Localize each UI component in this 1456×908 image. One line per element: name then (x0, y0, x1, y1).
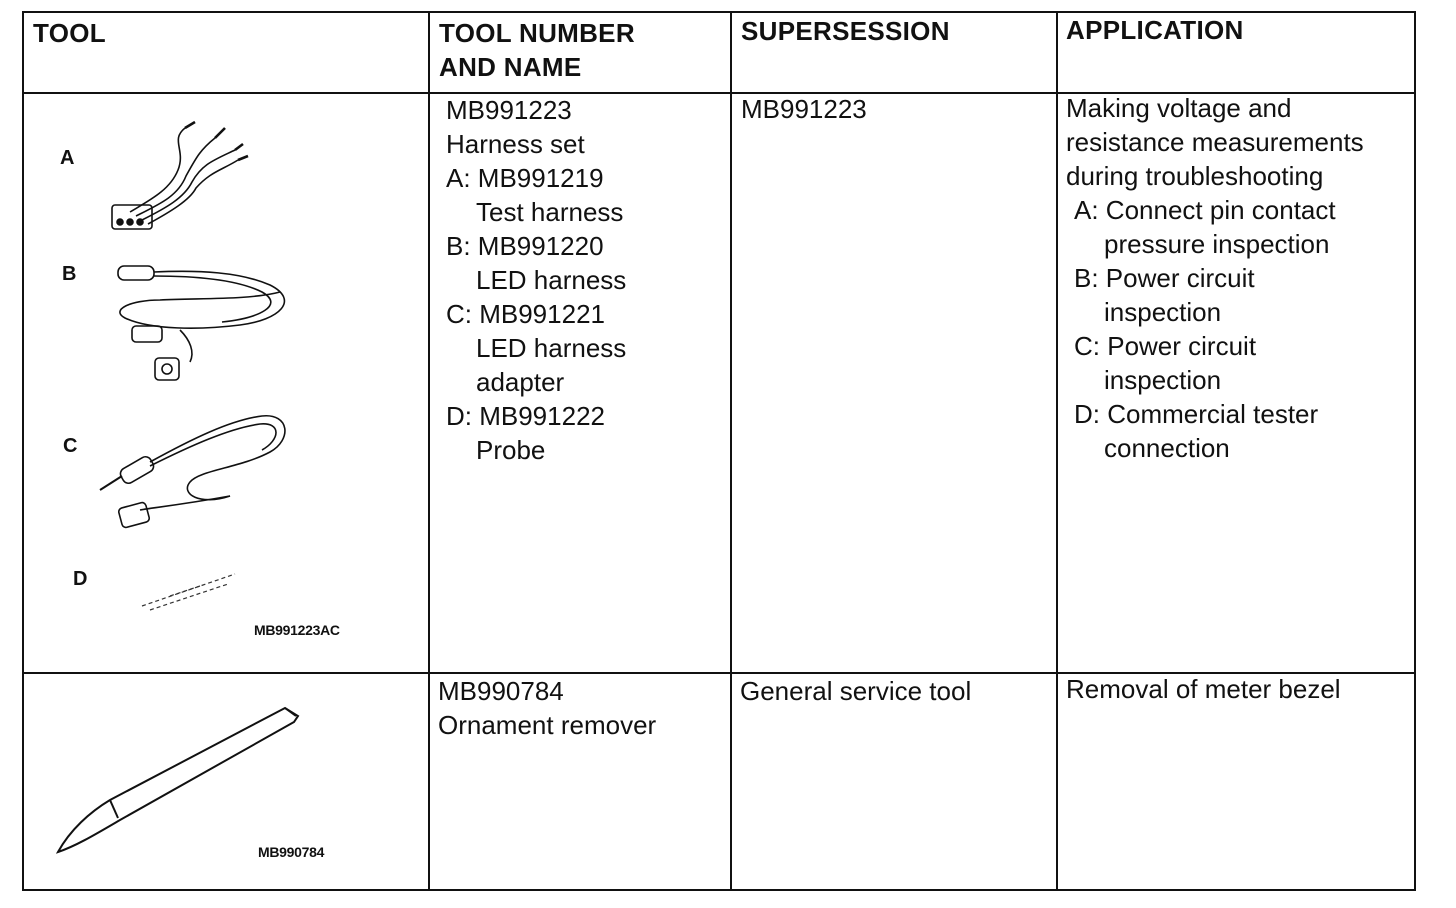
application-cell: Removal of meter bezel (1066, 674, 1341, 704)
tool-name: Harness set (446, 129, 585, 159)
application-line: inspection (1104, 365, 1222, 395)
supersession-cell: General service tool (740, 676, 972, 706)
probe-illustration (142, 574, 235, 610)
tool-label-d: D (73, 568, 88, 590)
application-line: C: Power circuit (1074, 331, 1257, 361)
tool-name: Ornament remover (438, 710, 657, 740)
application-line: A: Connect pin contact (1074, 195, 1336, 225)
supersession-cell: MB991223 (741, 94, 867, 124)
tool-label-c: C (63, 435, 78, 457)
component-code: B: MB991220 (446, 231, 604, 261)
component-name: adapter (476, 367, 565, 397)
application-line: connection (1104, 433, 1230, 463)
led-adapter-illustration (100, 416, 285, 529)
header-tool: TOOL (33, 18, 106, 48)
application-line: pressure inspection (1104, 229, 1330, 259)
test-harness-illustration (112, 122, 248, 229)
tool-number-name-cell (446, 93, 626, 467)
application-line: resistance measurements (1066, 127, 1364, 157)
component-name: Test harness (476, 197, 624, 227)
image-code: MB991223AC (254, 622, 340, 638)
application-line: inspection (1104, 297, 1222, 327)
tool-label-b: B (62, 263, 77, 285)
image-code: MB990784 (258, 844, 325, 860)
component-name: LED harness (476, 265, 627, 295)
header-supersession: SUPERSESSION (741, 16, 950, 46)
application-line: Making voltage and (1066, 93, 1292, 123)
led-harness-illustration (118, 266, 284, 380)
tool-number-name-cell (438, 674, 656, 742)
tool-number: MB990784 (438, 676, 564, 706)
ornament-remover-illustration (58, 708, 298, 852)
component-code: C: MB991221 (446, 299, 605, 329)
header-application: APPLICATION (1066, 15, 1244, 45)
component-name: LED harness (476, 333, 627, 363)
component-code: D: MB991222 (446, 401, 605, 431)
component-code: A: MB991219 (446, 163, 604, 193)
application-line: during troubleshooting (1066, 161, 1324, 191)
application-line: B: Power circuit (1074, 263, 1255, 293)
tool-label-a: A (60, 147, 75, 169)
component-name: Probe (476, 435, 546, 465)
tool-number: MB991223 (446, 95, 572, 125)
header-line: AND NAME (439, 52, 582, 82)
application-cell (1066, 91, 1364, 465)
application-line: D: Commercial tester (1074, 399, 1319, 429)
header-line: TOOL NUMBER (439, 18, 635, 48)
